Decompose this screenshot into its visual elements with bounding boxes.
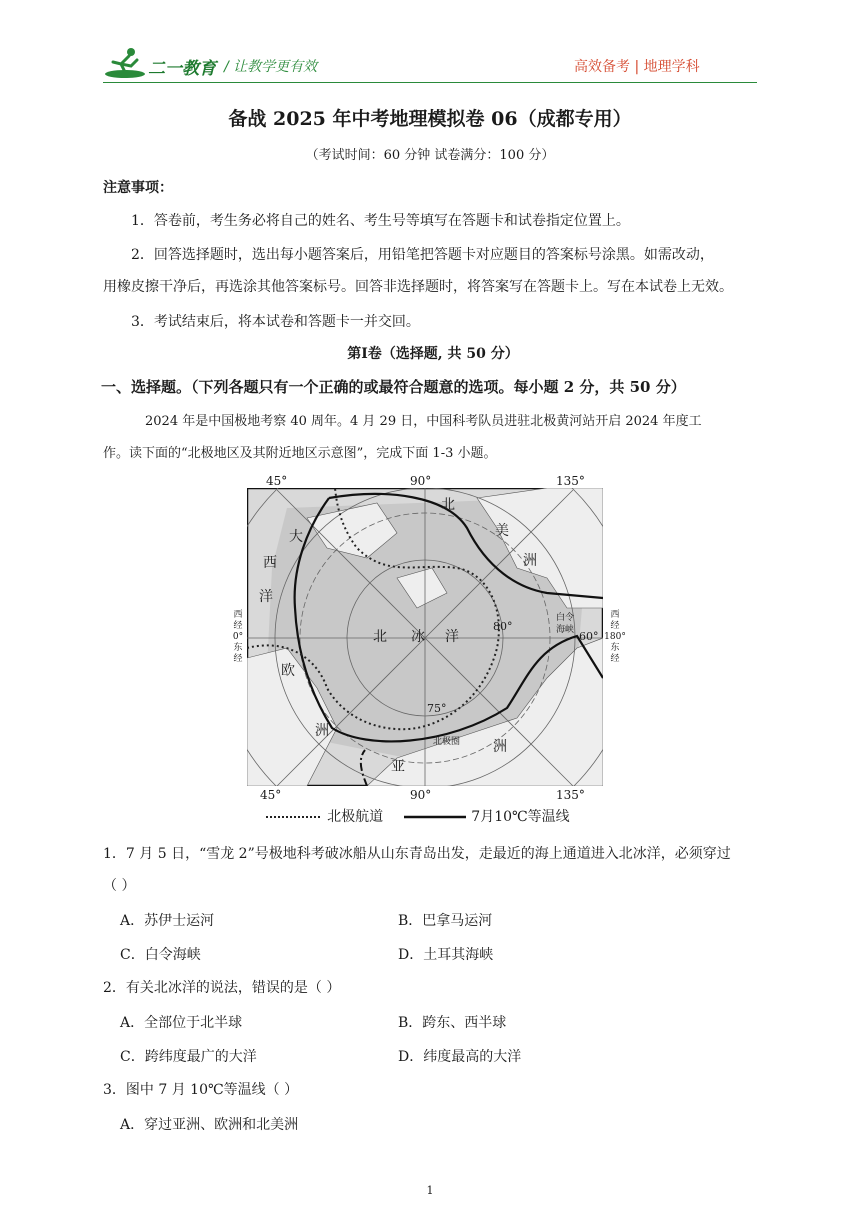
arctic-map [247, 488, 603, 786]
map-label-na-1: 北 [441, 497, 455, 513]
map-top-label-90: 90° [410, 474, 432, 488]
map-label-asia-1: 亚 [391, 759, 405, 775]
map-left-side-label: 西 经 0° 东 经 [232, 610, 244, 664]
question-2-stem: 2．有关北冰洋的说法，错误的是（ ） [103, 980, 341, 996]
map-label-atlantic-2: 西 [263, 555, 277, 571]
question-3-stem: 3．图中 7 月 10℃等温线（ ） [103, 1082, 299, 1098]
map-label-europe-2: 洲 [315, 723, 329, 739]
runner-logo-icon [103, 46, 149, 80]
header-divider [103, 82, 757, 83]
notice-item-2: 2．回答选择题时，选出每小题答案后，用铅笔把答题卡对应题目的答案标号涂黑。如需改动， [131, 247, 714, 263]
question-2-option-d[interactable]: D．纬度最高的大洋 [398, 1049, 522, 1065]
map-label-lat75: 75° [427, 702, 447, 715]
notice-item-1: 1．答卷前，考生务必将自己的姓名、考生号等填写在答题卡和试卷指定位置上。 [131, 213, 630, 229]
map-top-label-45: 45° [266, 474, 288, 488]
exam-info: （考试时间：60 分钟 试卷满分：100 分） [305, 148, 555, 163]
question-2-option-c[interactable]: C．跨纬度最广的大洋 [120, 1049, 257, 1065]
intro-line-2: 作。读下面的“北极地区及其附近地区示意图”，完成下面 1-3 小题。 [103, 446, 497, 461]
map-right-side-label: 西 经 180° 东 经 [604, 610, 626, 664]
question-2-option-b[interactable]: B．跨东、西半球 [398, 1015, 507, 1031]
map-label-atlantic-1: 大 [289, 529, 303, 545]
map-label-lat80: 80° [493, 620, 513, 633]
header-subject: 高效备考 | 地理学科 [574, 59, 700, 75]
header-slogan: / 让教学更有效 [224, 59, 318, 75]
question-1-option-b[interactable]: B．巴拿马运河 [398, 913, 493, 929]
map-label-na-2: 美 [495, 523, 509, 539]
page-number: 1 [426, 1184, 434, 1197]
map-label-ocean-1: 北 [373, 629, 387, 645]
map-bottom-label-90: 90° [410, 788, 432, 802]
question-1-stem: 1．7 月 5 日，“雪龙 2”号极地科考破冰船从山东青岛出发，走最近的海上通道进入北冰洋，必须穿过 [103, 846, 731, 862]
question-3-option-a[interactable]: A．穿过亚洲、欧洲和北美洲 [120, 1117, 299, 1133]
legend-isotherm-label: 7月10℃等温线 [471, 809, 570, 825]
logo-text: 二一教育 [148, 59, 216, 79]
map-legend [266, 806, 570, 826]
question-1-option-c[interactable]: C．白令海峡 [120, 947, 201, 963]
map-label-asia-2: 洲 [493, 739, 507, 755]
map-bottom-label-135: 135° [556, 788, 585, 802]
map-label-arctic-circle: 北极圈 [433, 737, 461, 747]
map-label-na-3: 洲 [523, 553, 537, 569]
map-label-lat60: 60° [579, 630, 599, 643]
legend-dotted-line-icon [266, 812, 322, 822]
intro-line-1: 2024 年是中国极地考察 40 周年。4 月 29 日，中国科考队员进驻北极黄河站开启 2024 年度工 [145, 414, 702, 429]
map-label-europe-1: 欧 [281, 663, 295, 679]
section-title: 第Ⅰ卷（选择题, 共 50 分） [347, 346, 519, 362]
map-label-ocean-2: 冰 [411, 629, 425, 645]
question-2-option-a[interactable]: A．全部位于北半球 [120, 1015, 243, 1031]
notice-item-3: 3．考试结束后，将本试卷和答题卡一并交回。 [131, 314, 420, 330]
legend-solid-line-icon [404, 812, 466, 822]
map-label-ocean-3: 洋 [445, 629, 459, 645]
page-title: 备战 2025 年中考地理模拟卷 06（成都专用） [228, 108, 632, 130]
section-heading: 一、选择题。（下列各题只有一个正确的或最符合题意的选项。每小题 2 分，共 50 分） [101, 378, 686, 396]
map-top-label-135: 135° [556, 474, 585, 488]
page-header [0, 0, 860, 90]
legend-route-label: 北极航道 [327, 809, 384, 825]
notice-item-2-cont: 用橡皮擦干净后，再选涂其他答案标号。回答非选择题时，将答案写在答题卡上。写在本试卷上无效。 [103, 279, 733, 295]
notice-heading: 注意事项： [103, 180, 173, 196]
question-1-option-a[interactable]: A．苏伊士运河 [120, 913, 215, 929]
question-1-stem-cont: （ ） [103, 878, 136, 894]
map-label-atlantic-3: 洋 [259, 589, 273, 605]
map-label-bering-2: 海峡 [556, 625, 575, 635]
map-bottom-label-45: 45° [260, 788, 282, 802]
question-1-option-d[interactable]: D．土耳其海峡 [398, 947, 494, 963]
map-label-bering-1: 白令 [556, 613, 575, 623]
